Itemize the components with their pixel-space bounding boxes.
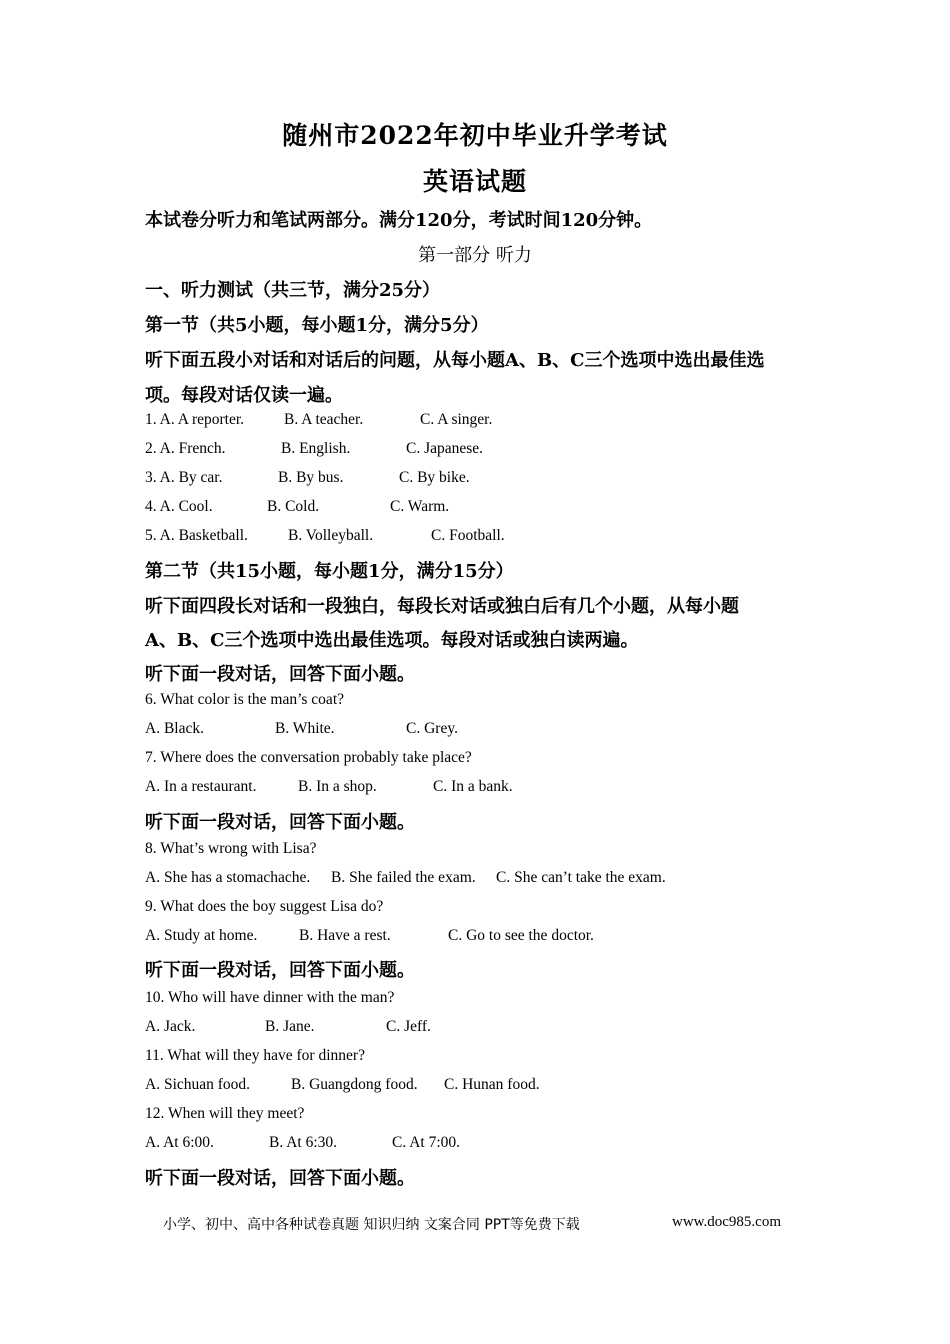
option-b: B. White. [275,720,335,737]
footer-url[interactable]: www.doc985.com [672,1214,782,1230]
sec2-instruction-line1: 听下面四段长对话和一段独白，每段长对话或独白后有几个小题，从每小题 [145,596,739,617]
option-b: B. She failed the exam. [331,869,476,886]
option-a: 4. A. Cool. [145,498,213,515]
question-text: 11. What will they have for dinner? [145,1047,365,1064]
option-c: C. At 7:00. [392,1134,461,1151]
option-c: C. Jeff. [386,1018,431,1035]
exam-intro: 本试卷分听力和笔试两部分。满分120分，考试时间120分钟。 [145,210,653,231]
question-text: 9. What does the boy suggest Lisa do? [145,898,384,915]
option-a: A. In a restaurant. [145,778,257,795]
sec2-heading: 第二节（共15小题，每小题1分，满分15分） [145,561,514,582]
dialog-heading: 听下面一段对话，回答下面小题。 [145,664,415,685]
option-a: A. Sichuan food. [145,1076,251,1093]
sec1-instruction-line1: 听下面五段小对话和对话后的问题，从每小题A、B、C三个选项中选出最佳选 [145,350,765,371]
question-text: 12. When will they meet? [145,1105,305,1122]
option-a: 1. A. A reporter. [145,411,245,428]
dialog-heading: 听下面一段对话，回答下面小题。 [145,960,415,981]
section-heading: 一、听力测试（共三节，满分25分） [145,280,441,301]
option-b: B. Have a rest. [299,927,391,944]
option-a: A. Study at home. [145,927,258,944]
option-b: B. Volleyball. [288,527,374,544]
exam-subtitle: 英语试题 [422,167,527,196]
sec1-instruction-line2: 项。每段对话仅读一遍。 [145,385,343,406]
question-text: 6. What color is the man’s coat? [145,691,345,708]
option-b: B. A teacher. [284,411,364,428]
option-a: 3. A. By car. [145,469,223,486]
option-a: 2. A. French. [145,440,226,457]
sec1-heading: 第一节（共5小题，每小题1分，满分5分） [145,315,489,336]
option-b: B. Guangdong food. [291,1076,418,1093]
option-c: C. Warm. [390,498,450,515]
option-c: C. Go to see the doctor. [448,927,594,944]
option-b: B. By bus. [278,469,344,486]
option-a: A. She has a stomachache. [145,869,311,886]
dialog-heading: 听下面一段对话，回答下面小题。 [145,812,415,833]
option-c: C. Grey. [406,720,458,737]
option-a: A. Jack. [145,1018,196,1035]
option-c: C. In a bank. [433,778,513,795]
option-b: B. In a shop. [298,778,377,795]
question-text: 7. Where does the conversation probably take place? [145,749,472,766]
option-b: B. Jane. [265,1018,315,1035]
dialog-heading: 听下面一段对话，回答下面小题。 [145,1168,415,1189]
option-c: C. She can’t take the exam. [496,869,666,886]
exam-title: 随州市2022年初中毕业升学考试 [282,121,668,150]
option-a: 5. A. Basketball. [145,527,248,544]
option-b: B. English. [281,440,351,457]
question-text: 8. What’s wrong with Lisa? [145,840,317,857]
option-c: C. Hunan food. [444,1076,540,1093]
option-c: C. By bike. [399,469,470,486]
option-b: B. Cold. [267,498,320,515]
option-c: C. Football. [431,527,505,544]
sec2-instruction-line2: A、B、C三个选项中选出最佳选项。每段对话或独白读两遍。 [145,630,639,651]
option-b: B. At 6:30. [269,1134,338,1151]
option-c: C. Japanese. [406,440,484,457]
footer-text: 小学、初中、高中各种试卷真题 知识归纳 文案合同 PPT等免费下载 [163,1217,580,1233]
option-a: A. Black. [145,720,204,737]
part-title: 第一部分 听力 [418,245,532,266]
question-text: 10. Who will have dinner with the man? [145,989,395,1006]
option-c: C. A singer. [420,411,493,428]
option-a: A. At 6:00. [145,1134,214,1151]
